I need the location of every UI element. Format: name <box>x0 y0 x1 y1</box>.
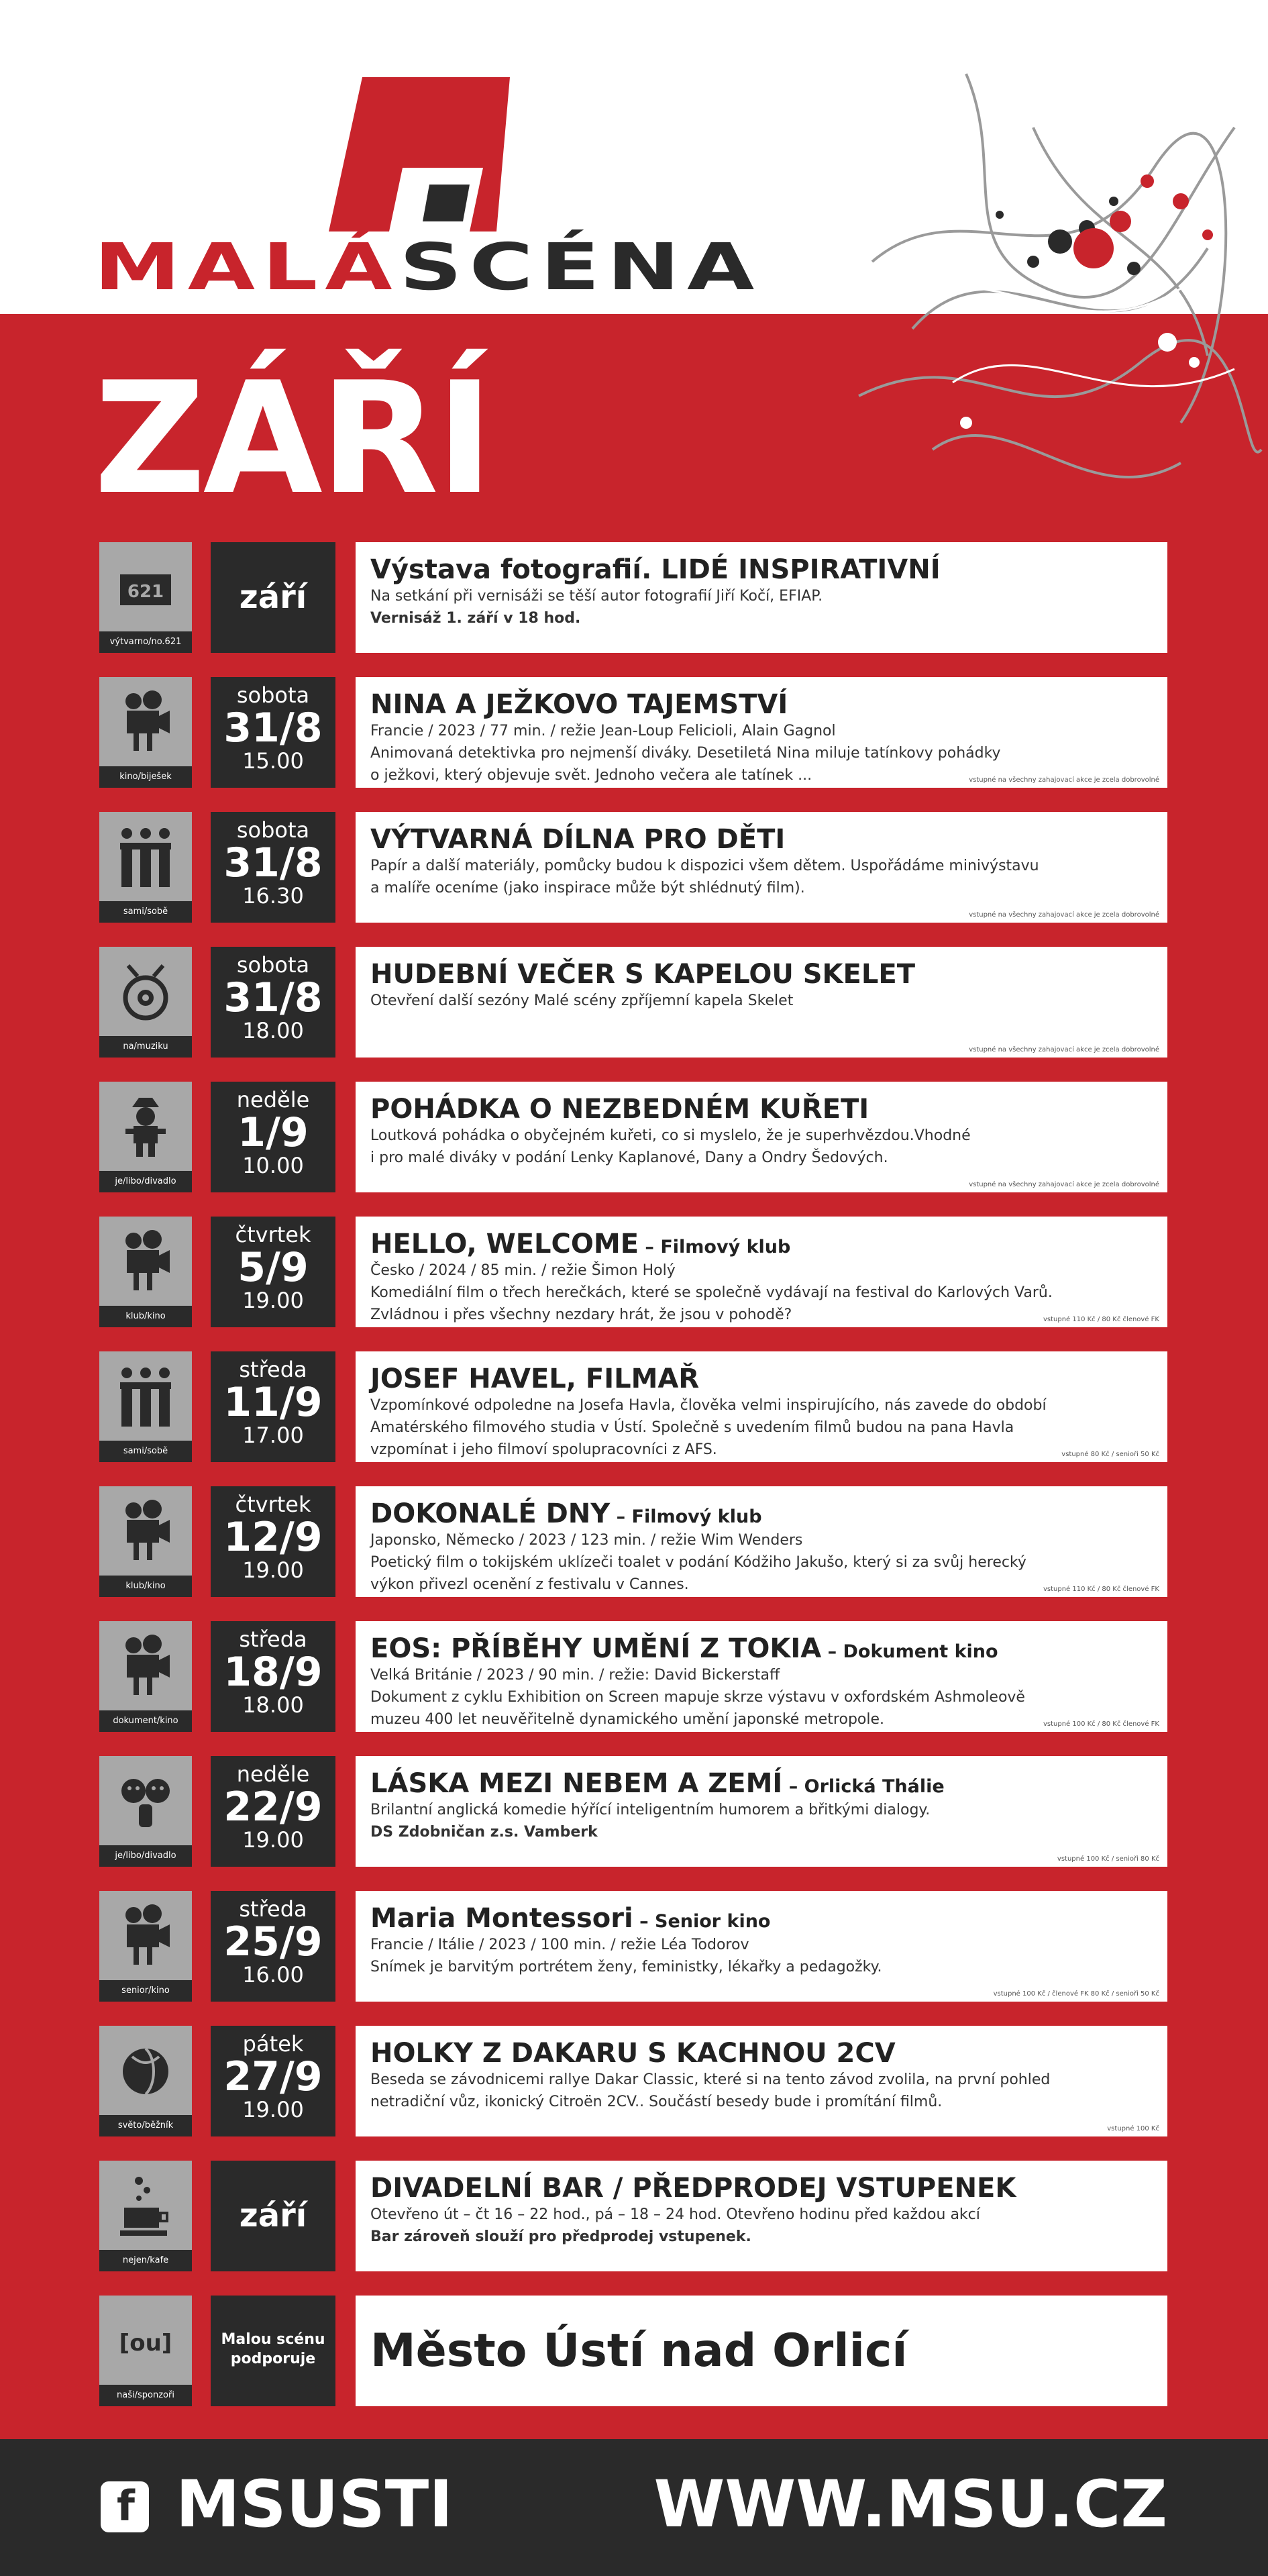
event-date-box <box>211 2296 335 2406</box>
admission-note: vstupné 100 Kč / senioři 80 Kč <box>1057 1855 1159 1863</box>
category-label: sami/sobě <box>99 901 192 923</box>
event-weekday: středa <box>239 1357 307 1382</box>
event-title-line <box>370 1363 1153 1394</box>
category-label: sami/sobě <box>99 1441 192 1462</box>
event-description: Poetický film o tokijském uklízeči toalet v podání Kódžiho Jakušo, který si za svůj herecký <box>370 1554 1026 1571</box>
event-info-box <box>356 677 1167 788</box>
event-info-box <box>356 2026 1167 2136</box>
event-title-line <box>370 959 1153 990</box>
event-date-box <box>211 947 335 1058</box>
event-time: 19.00 <box>242 1827 304 1853</box>
event-date-box <box>211 1082 335 1192</box>
event-description: výkon přivezl ocenění z festivalu v Cannes. <box>370 1576 689 1593</box>
event-highlight: Bar zároveň slouží pro předprodej vstupenek. <box>370 2228 751 2245</box>
category-label: je/libo/divadlo <box>99 1171 192 1192</box>
admission-note: vstupné 100 Kč / členové FK 80 Kč / senioři 50 Kč <box>993 1990 1159 1998</box>
admission-note: vstupné 100 Kč <box>1107 2125 1159 2132</box>
event-time: 15.00 <box>242 748 304 774</box>
category-icon-box <box>99 677 192 788</box>
event-info-box <box>356 542 1167 653</box>
event-date: 31/8 <box>223 839 323 887</box>
event-date-box <box>211 2026 335 2136</box>
event-title: DOKONALÉ DNY <box>370 1498 611 1529</box>
category-icon-box <box>99 2296 192 2406</box>
category-label: naši/sponzoři <box>99 2385 192 2406</box>
event-weekday: neděle <box>236 1761 310 1787</box>
event-weekday: pátek <box>242 2031 304 2057</box>
event-date-box <box>211 1486 335 1597</box>
event-date-box <box>211 1621 335 1732</box>
event-description: Brilantní anglická komedie hýřící inteligentním humorem a břitkými dialogy. <box>370 1802 931 1818</box>
event-description: netradiční vůz, ikonický Citroën 2CV.. Součástí besedy bude i promítání filmů. <box>370 2094 943 2110</box>
event-time: 18.00 <box>242 1692 304 1718</box>
event-title: Výstava fotografií. LIDÉ INSPIRATIVNÍ <box>370 554 941 585</box>
admission-note: vstupné 100 Kč / 80 Kč členové FK <box>1043 1720 1159 1728</box>
event-month: září <box>239 578 307 616</box>
event-series: – Filmový klub <box>639 1237 791 1257</box>
category-icon-box <box>99 1891 192 2002</box>
admission-note: vstupné 110 Kč / 80 Kč členové FK <box>1043 1316 1159 1323</box>
event-description: o ježkovi, který objevuje svět. Jednoho večera ale tatínek ... <box>370 767 812 784</box>
event-date: 31/8 <box>223 974 323 1022</box>
event-row <box>99 2296 1167 2406</box>
admission-note: vstupné na všechny zahajovací akce je zcela dobrovolné <box>969 776 1159 784</box>
event-description: Otevřeno út – čt 16 – 22 hod., pá – 18 – 24 hod. Otevřeno hodinu před každou akcí <box>370 2206 980 2223</box>
admission-note: vstupné na všechny zahajovací akce je zcela dobrovolné <box>969 1181 1159 1188</box>
event-description: Francie / Itálie / 2023 / 100 min. / režie Léa Todorov <box>370 1937 749 1953</box>
event-date: 25/9 <box>223 1918 323 1966</box>
event-description: Otevření další sezóny Malé scény zpříjemní kapela Skelet <box>370 992 794 1009</box>
event-date-box <box>211 812 335 923</box>
event-description: Vzpomínkové odpoledne na Josefa Havla, člověka velmi inspirujícího, nás zavede do období <box>370 1397 1047 1414</box>
event-row <box>99 1486 1167 1597</box>
logo-word-scena: SCÉNA <box>399 229 762 305</box>
event-info-box <box>356 1217 1167 1327</box>
event-row <box>99 947 1167 1058</box>
event-time: 16.00 <box>242 1962 304 1988</box>
event-date-box <box>211 2161 335 2271</box>
event-date: 31/8 <box>223 705 323 752</box>
event-info-box <box>356 1756 1167 1867</box>
event-weekday: sobota <box>236 952 310 978</box>
event-date: 1/9 <box>237 1109 309 1157</box>
event-month: září <box>239 2197 307 2234</box>
event-date-box <box>211 542 335 653</box>
category-icon-box <box>99 1621 192 1732</box>
event-title: DIVADELNÍ BAR / PŘEDPRODEJ VSTUPENEK <box>370 2173 1016 2204</box>
event-row <box>99 1351 1167 1462</box>
event-description: i pro malé diváky v podání Lenky Kaplanové, Dany a Ondry Šedových. <box>370 1149 888 1166</box>
event-description: Zvládnou i přes všechny nezdary hrát, že jsou v pohodě? <box>370 1306 792 1323</box>
event-title: HUDEBNÍ VEČER S KAPELOU SKELET <box>370 959 915 990</box>
event-time: 17.00 <box>242 1423 304 1449</box>
event-title: JOSEF HAVEL, FILMAŘ <box>370 1363 700 1394</box>
event-title-line <box>370 554 1153 585</box>
event-title-line <box>370 1633 1153 1664</box>
event-info-box <box>356 947 1167 1058</box>
event-description: vzpomínat i jeho filmoví spolupracovníci z AFS. <box>370 1441 717 1458</box>
event-weekday: sobota <box>236 817 310 843</box>
event-title-line <box>370 1498 1153 1529</box>
event-title-line <box>370 689 1153 720</box>
event-highlight: Vernisáž 1. září v 18 hod. <box>370 610 581 627</box>
support-label: Malou scénu podporuje <box>221 2331 325 2367</box>
event-row <box>99 677 1167 788</box>
category-label: nejen/kafe <box>99 2250 192 2271</box>
event-series: – Senior kino <box>633 1911 771 1932</box>
event-description: Francie / 2023 / 77 min. / režie Jean-Loup Felicioli, Alain Gagnol <box>370 723 836 739</box>
event-description: Snímek je barvitým portrétem ženy, feministky, lékařky a pedagožky. <box>370 1959 882 1975</box>
event-title-line <box>370 1094 1153 1125</box>
event-row <box>99 542 1167 653</box>
event-description: muzeu 400 let neuvěřitelně dynamického umění japonské metropole. <box>370 1711 885 1728</box>
category-label: je/libo/divadlo <box>99 1845 192 1867</box>
event-title-line <box>370 2038 1153 2069</box>
event-row <box>99 1217 1167 1327</box>
event-row <box>99 2026 1167 2136</box>
admission-note: vstupné 80 Kč / senioři 50 Kč <box>1061 1451 1159 1458</box>
event-date: 11/9 <box>223 1379 323 1427</box>
category-icon-box <box>99 1756 192 1867</box>
category-label: na/muziku <box>99 1036 192 1058</box>
event-description: Na setkání při vernisáži se těší autor fotografií Jiří Kočí, EFIAP. <box>370 588 823 605</box>
event-time: 10.00 <box>242 1153 304 1179</box>
event-series: – Filmový klub <box>610 1506 762 1527</box>
event-row <box>99 1756 1167 1867</box>
event-title: EOS: PŘÍBĚHY UMĚNÍ Z TOKIA <box>370 1633 822 1664</box>
category-icon-box <box>99 1351 192 1462</box>
event-info-box <box>356 1082 1167 1192</box>
event-title-line <box>370 1229 1153 1259</box>
event-title: VÝTVARNÁ DÍLNA PRO DĚTI <box>370 824 786 855</box>
event-time: 19.00 <box>242 1557 304 1584</box>
event-info-box <box>356 2296 1167 2406</box>
event-weekday: čtvrtek <box>235 1492 311 1517</box>
admission-note: vstupné na všechny zahajovací akce je zcela dobrovolné <box>969 1046 1159 1053</box>
category-icon-box <box>99 542 192 653</box>
category-label: dokument/kino <box>99 1710 192 1732</box>
category-label: kino/biješek <box>99 766 192 788</box>
category-label: výtvarno/no.621 <box>99 631 192 653</box>
event-description: Dokument z cyklu Exhibition on Screen mapuje skrze výstavu v oxfordském Ashmoleově <box>370 1689 1025 1706</box>
event-info-box <box>356 1486 1167 1597</box>
event-date: 22/9 <box>223 1784 323 1831</box>
event-description: Beseda se závodnicemi rallye Dakar Classic, které si na tento závod zvolila, na první pohled <box>370 2071 1051 2088</box>
event-date-box <box>211 1756 335 1867</box>
category-icon-box <box>99 1217 192 1327</box>
event-description: Komediální film o třech herečkách, které se společně vydávají na festival do Karlových Varů. <box>370 1284 1053 1301</box>
category-icon-box <box>99 2026 192 2136</box>
event-time: 18.00 <box>242 1018 304 1044</box>
event-info-box <box>356 1891 1167 2002</box>
event-weekday: neděle <box>236 1087 310 1113</box>
category-icon-box <box>99 2161 192 2271</box>
event-highlight: DS Zdobničan z.s. Vamberk <box>370 1824 598 1841</box>
event-title: LÁSKA MEZI NEBEM A ZEMÍ <box>370 1768 783 1799</box>
event-series: – Dokument kino <box>821 1641 998 1662</box>
event-date: 27/9 <box>223 2053 323 2101</box>
logo-wordmark <box>94 229 762 305</box>
event-info-box <box>356 812 1167 923</box>
event-row <box>99 2161 1167 2271</box>
category-label: klub/kino <box>99 1306 192 1327</box>
event-weekday: sobota <box>236 682 310 708</box>
category-label: klub/kino <box>99 1576 192 1597</box>
event-description: Animovaná detektivka pro nejmenší diváky. Desetiletá Nina miluje tatínkovy pohádky <box>370 745 1001 762</box>
svg-text:[ou]: [ou] <box>119 2330 172 2357</box>
event-title: NINA A JEŽKOVO TAJEMSTVÍ <box>370 689 788 720</box>
event-weekday: středa <box>239 1896 307 1922</box>
event-description: a malíře oceníme (jako inspirace může být shlédnutý film). <box>370 880 805 896</box>
event-row <box>99 1891 1167 2002</box>
event-title-line <box>370 1768 1153 1799</box>
category-icon-box <box>99 1486 192 1597</box>
event-description: Česko / 2024 / 85 min. / režie Šimon Holý <box>370 1262 676 1279</box>
event-time: 19.00 <box>242 1288 304 1314</box>
event-description: Japonsko, Německo / 2023 / 123 min. / režie Wim Wenders <box>370 1532 803 1549</box>
facebook-handle[interactable]: MSUSTI <box>176 2467 453 2542</box>
event-title: HELLO, WELCOME <box>370 1229 639 1259</box>
event-date-box <box>211 677 335 788</box>
event-info-box <box>356 1621 1167 1732</box>
category-icon-box <box>99 812 192 923</box>
facebook-icon[interactable]: f <box>101 2481 149 2532</box>
event-date: 5/9 <box>237 1244 309 1292</box>
event-date-box <box>211 1217 335 1327</box>
event-info-box <box>356 2161 1167 2271</box>
event-date: 18/9 <box>223 1649 323 1696</box>
event-description: Velká Británie / 2023 / 90 min. / režie: David Bickerstaff <box>370 1667 780 1684</box>
website-link[interactable]: WWW.MSU.CZ <box>653 2467 1167 2542</box>
logo-word-mala: MALÁ <box>94 229 400 305</box>
event-title-line <box>370 1903 1153 1934</box>
event-description: Loutková pohádka o obyčejném kuřeti, co si myslelo, že je superhvězdou.Vhodné <box>370 1127 971 1144</box>
category-label: senior/kino <box>99 1980 192 2002</box>
sponsor-name: Město Ústí nad Orlicí <box>370 2324 908 2377</box>
event-title: HOLKY Z DAKARU S KACHNOU 2CV <box>370 2038 896 2069</box>
event-title: POHÁDKA O NEZBEDNÉM KUŘETI <box>370 1094 869 1125</box>
admission-note: vstupné na všechny zahajovací akce je zcela dobrovolné <box>969 911 1159 919</box>
category-icon-box <box>99 947 192 1058</box>
event-time: 16.30 <box>242 883 304 909</box>
event-date-box <box>211 1891 335 2002</box>
event-row <box>99 812 1167 923</box>
event-title-line <box>370 2173 1153 2204</box>
event-title-line <box>370 824 1153 855</box>
event-row <box>99 1621 1167 1732</box>
admission-note: vstupné 110 Kč / 80 Kč členové FK <box>1043 1586 1159 1593</box>
event-date: 12/9 <box>223 1514 323 1561</box>
ink-splatter-decoration <box>832 47 1268 557</box>
event-weekday: čtvrtek <box>235 1222 311 1247</box>
event-description: Amatérského filmového studia v Ústí. Společně s uvedením filmů budou na pana Havla <box>370 1419 1014 1436</box>
event-weekday: středa <box>239 1627 307 1652</box>
event-series: – Orlická Thálie <box>782 1776 945 1797</box>
svg-text:621: 621 <box>127 582 164 602</box>
event-description: Papír a další materiály, pomůcky budou k dispozici všem dětem. Uspořádáme minivýstavu <box>370 858 1039 874</box>
category-icon-box <box>99 1082 192 1192</box>
event-time: 19.00 <box>242 2097 304 2123</box>
month-title: ZÁŘÍ <box>94 350 491 529</box>
event-info-box <box>356 1351 1167 1462</box>
event-date-box <box>211 1351 335 1462</box>
event-row <box>99 1082 1167 1192</box>
event-title: Maria Montessori <box>370 1903 633 1934</box>
category-label: světo/běžník <box>99 2115 192 2136</box>
